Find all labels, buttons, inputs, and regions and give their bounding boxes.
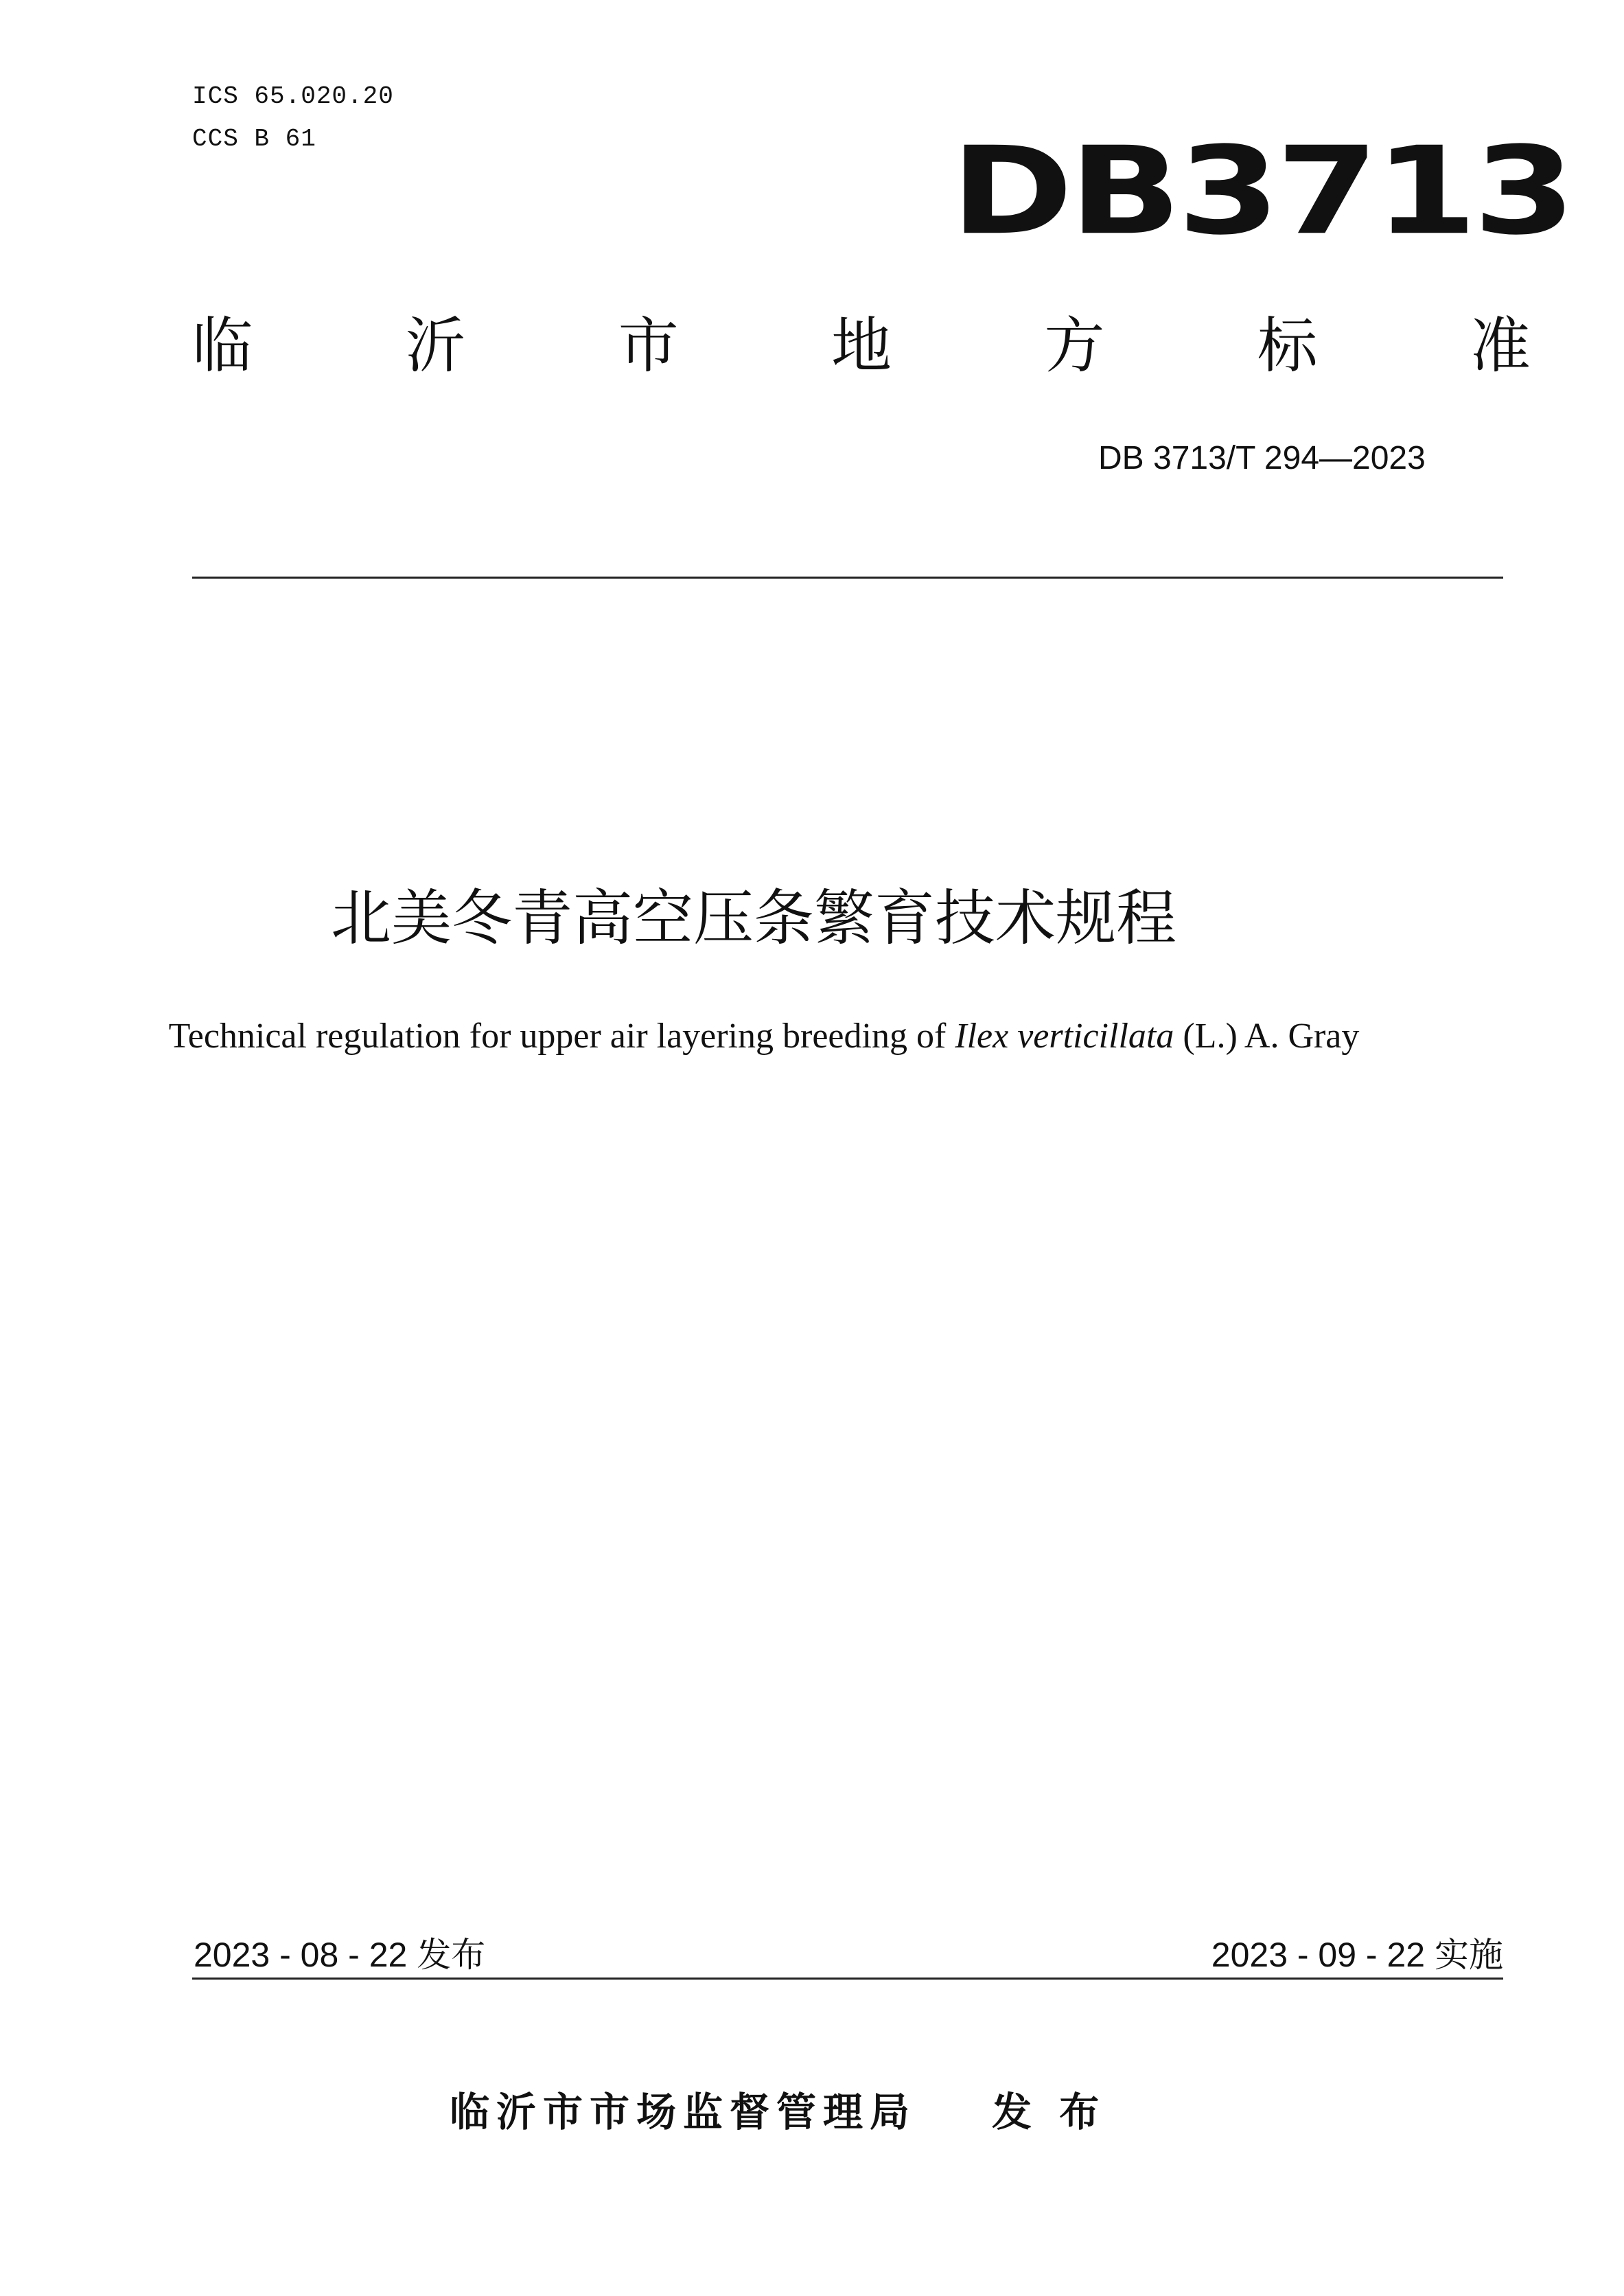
standard-type-char: 市 bbox=[618, 310, 679, 381]
publisher-action: 发 布 bbox=[992, 2089, 1106, 2135]
publisher-line bbox=[450, 2080, 1106, 2137]
implementation-date: 2023 - 09 - 22 实施 bbox=[1211, 1936, 1503, 1974]
db-logo: DB3713 bbox=[951, 120, 1572, 262]
standard-type-char: 临 bbox=[192, 310, 253, 381]
standard-type-char: 标 bbox=[1257, 310, 1318, 381]
standard-type-char: 方 bbox=[1044, 310, 1105, 381]
ccs-code: CCS B 61 bbox=[192, 125, 316, 153]
ics-code: ICS 65.020.20 bbox=[192, 82, 394, 111]
publisher-name: 临沂市市场监督管理局 bbox=[450, 2089, 917, 2135]
standard-type-heading bbox=[192, 310, 1531, 381]
title-english-species: Ilex verticillata bbox=[955, 1017, 1174, 1056]
title-english-suffix: (L.) A. Gray bbox=[1174, 1017, 1360, 1056]
title-chinese: 北美冬青高空压条繁育技术规程 bbox=[330, 883, 1176, 953]
title-english bbox=[0, 1016, 1624, 1056]
standard-type-char: 地 bbox=[831, 310, 892, 381]
top-divider bbox=[192, 577, 1503, 579]
standard-number: DB 3713/T 294—2023 bbox=[1098, 440, 1426, 476]
bottom-divider bbox=[192, 1978, 1503, 1980]
standard-type-char: 沂 bbox=[405, 310, 466, 381]
standard-type-char: 准 bbox=[1470, 310, 1531, 381]
issue-date: 2023 - 08 - 22 发布 bbox=[194, 1936, 486, 1974]
title-english-prefix: Technical regulation for upper air layering breeding of bbox=[168, 1017, 955, 1056]
